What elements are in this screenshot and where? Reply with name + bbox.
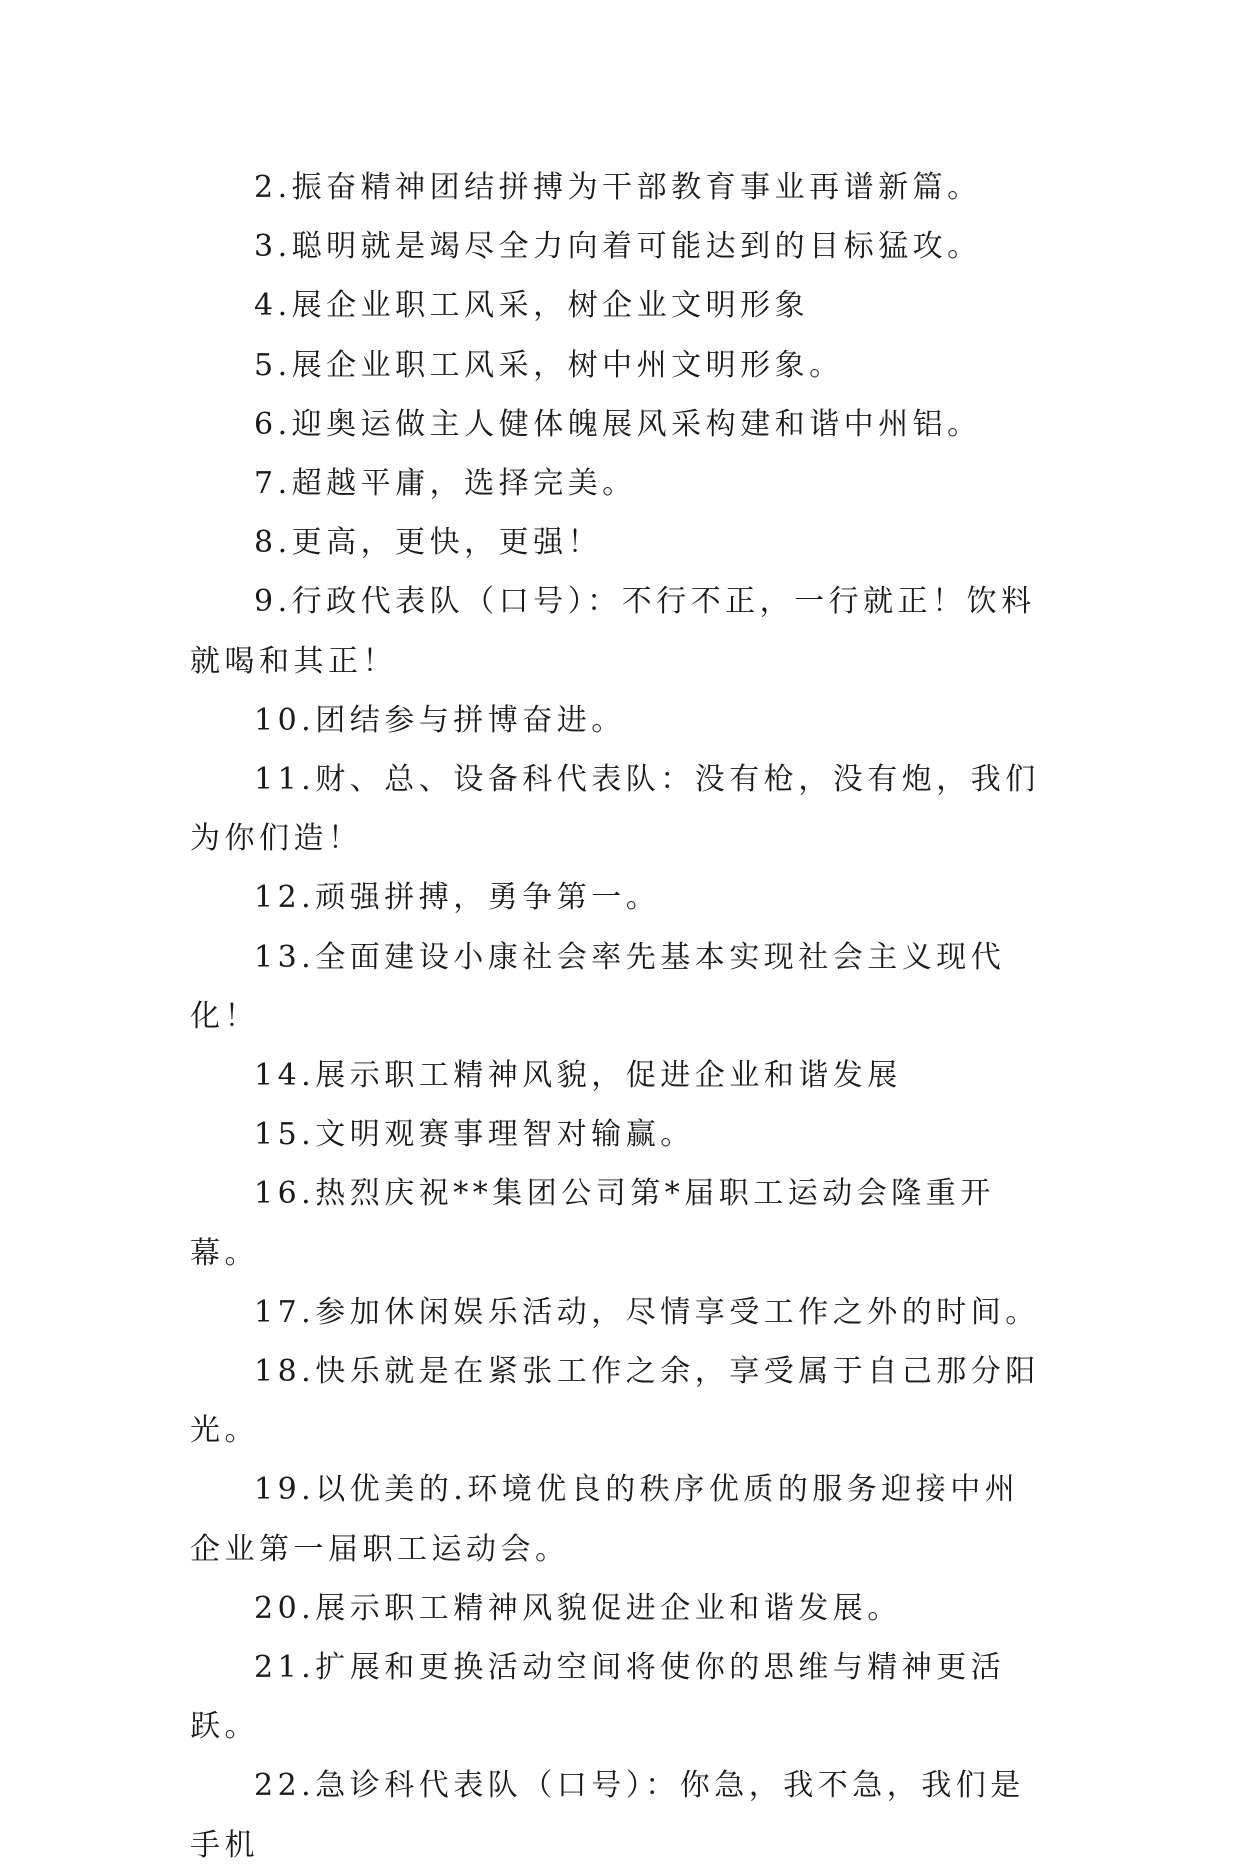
document-body (190, 158, 1050, 1875)
slogan-item: 19.以优美的.环境优良的秩序优质的服务迎接中州企业第一届职工运动会。 (190, 1472, 1020, 1567)
slogan-item: 13.全面建设小康社会率先基本实现社会主义现代化！ (190, 939, 1006, 1034)
slogan-item: 21.扩展和更换活动空间将使你的思维与精神更活跃。 (190, 1650, 1006, 1745)
slogan-item: 3.聪明就是竭尽全力向着可能达到的目标猛攻。 (254, 229, 982, 265)
slogan-item: 4.展企业职工风采，树企业文明形象 (254, 288, 810, 324)
slogan-item: 22.急诊科代表队（口号）：你急，我不急，我们是手机 (190, 1768, 1025, 1863)
slogan-item: 11.财、总、设备科代表队：没有枪，没有炮，我们为你们造！ (190, 762, 1040, 857)
slogan-item: 20.展示职工精神风貌促进企业和谐发展。 (254, 1590, 902, 1626)
slogan-item: 10.团结参与拼博奋进。 (254, 702, 626, 738)
slogan-item: 12.顽强拼搏，勇争第一。 (254, 880, 661, 916)
slogan-item: 9.行政代表队（口号）：不行不正，一行就正！饮料就喝和其正！ (190, 584, 1036, 679)
slogan-item: 15.文明观赛事理智对输赢。 (254, 1117, 695, 1153)
slogan-item: 18.快乐就是在紧张工作之余，享受属于自己那分阳光。 (190, 1354, 1040, 1449)
slogan-item: 5.展企业职工风采，树中州文明形象。 (254, 347, 844, 383)
slogan-item: 14.展示职工精神风貌，促进企业和谐发展 (254, 1058, 902, 1094)
slogan-item: 2.振奋精神团结拼搏为干部教育事业再谱新篇。 (254, 170, 982, 205)
slogan-item: 16.热烈庆祝**集团公司第*届职工运动会隆重开幕。 (190, 1176, 995, 1271)
slogan-item: 8.更高，更快，更强！ (254, 525, 603, 561)
slogan-item: 6.迎奥运做主人健体魄展风采构建和谐中州铝。 (254, 406, 982, 442)
slogan-item: 7.超越平庸，选择完美。 (254, 466, 637, 502)
slogan-item: 17.参加休闲娱乐活动，尽情享受工作之外的时间。 (254, 1294, 1040, 1330)
